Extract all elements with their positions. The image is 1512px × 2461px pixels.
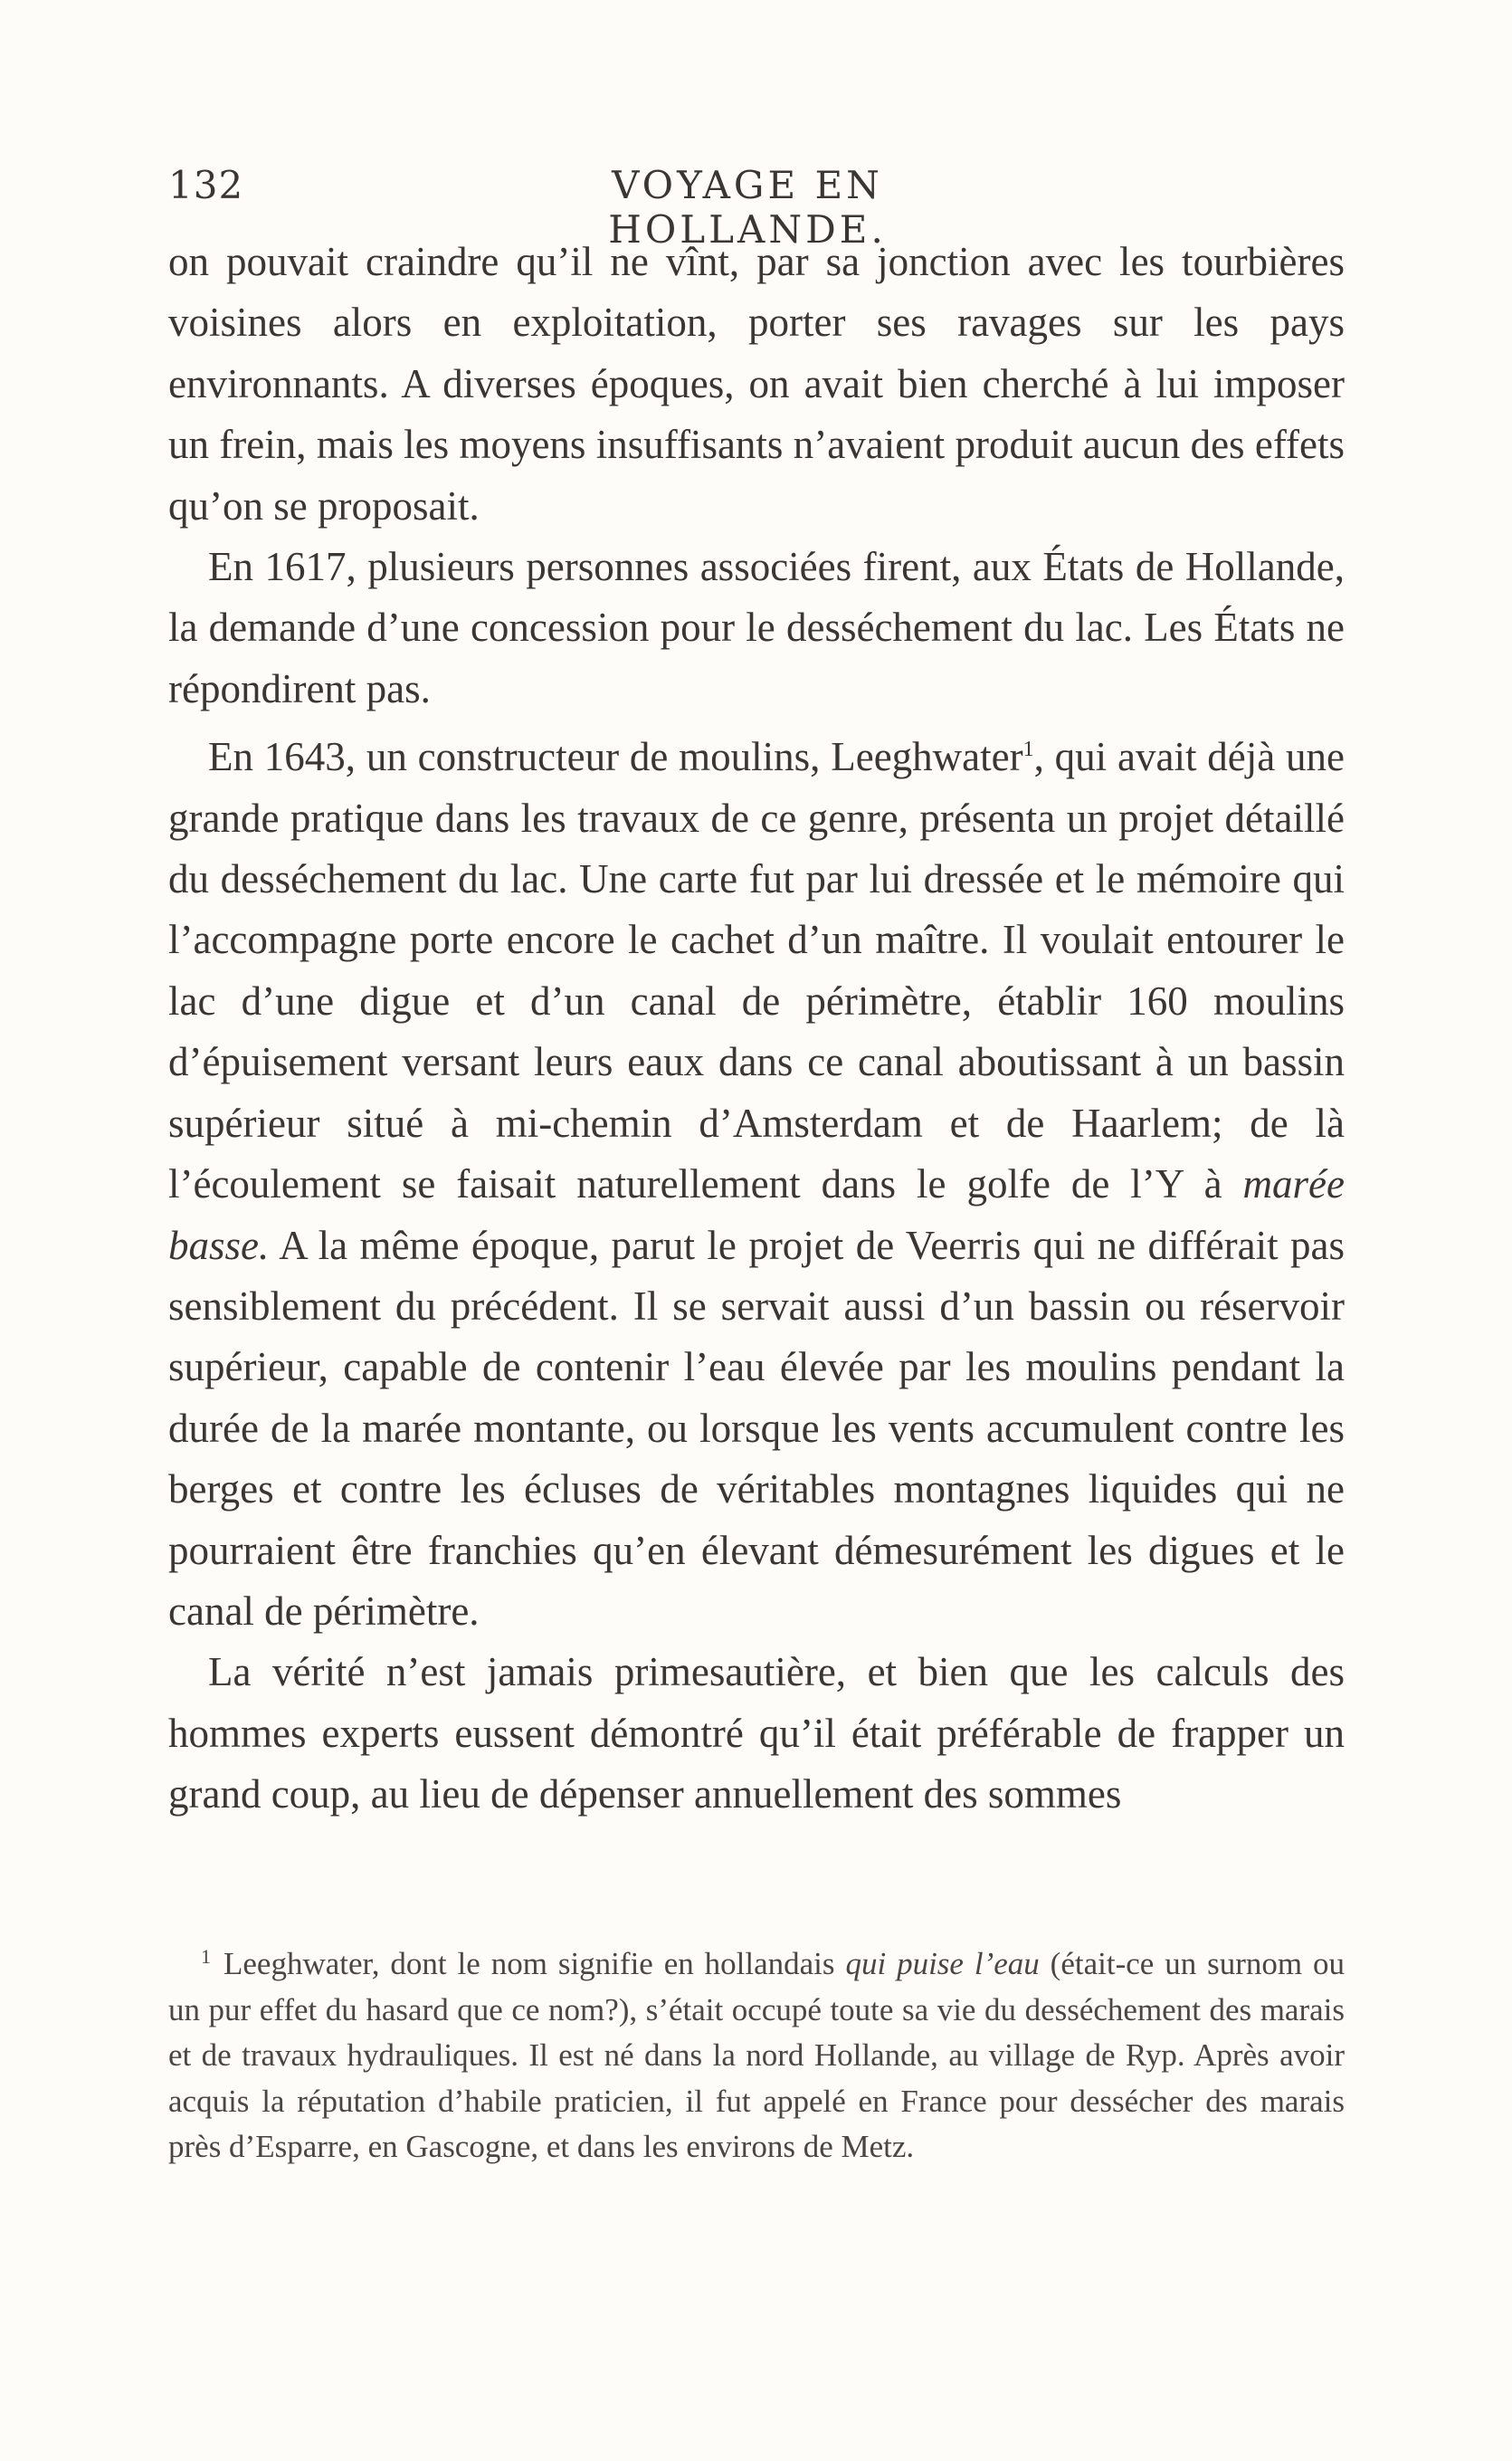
paragraph-3-text-c: A la même époque, parut le projet de Veerris qui ne différait pas sensiblement du précédent. Il se servait aussi d’un bassin ou réservoir supérieur, capable de contenir l’eau élevée par les moulins pendant la durée de la marée montante, ou lorsque les vents accumulent contre les berges et contre les écluses de véritables montagnes liquides qui ne pourraient être franchies qu’en élevant démesurément les digues et le canal de périmètre.	[168, 1222, 1345, 1634]
footnote-1	[168, 1934, 1345, 2170]
paragraph-1: on pouvait craindre qu’il ne vînt, par sa jonction avec les tourbières voisines alors en exploitation, porter ses ravages sur les pays environnants. A diverses époques, on avait bien cherché à lui imposer un frein, mais les moyens insuffisants n’avaient produit aucun des effets qu’on se proposait.	[168, 239, 1345, 529]
paragraph-2: En 1617, plusieurs personnes associées firent, aux États de Hollande, la demande d’une concession pour le desséchement du lac. Les États ne répondirent pas.	[168, 544, 1345, 711]
footnote-text-b: (était-ce un surnom ou un pur effet du hasard que ce nom?), s’était occupé toute sa vie du desséchement des marais et de travaux hydrauliques. Il est né dans la nord Hollande, au village de Ryp. Après avoir acquis la réputation d’habile praticien, il fut appelé en France pour dessécher des marais près d’Esparre, en Gascogne, et dans les environs de Metz.	[168, 1946, 1345, 2164]
footnote-mark: 1	[201, 1945, 211, 1968]
paragraph-3	[168, 720, 1345, 1642]
paragraph-3-text-a: En 1643, un constructeur de moulins, Leeghwater	[208, 734, 1023, 780]
body-text	[168, 232, 1345, 1826]
running-title: VOYAGE EN HOLLANDE.	[608, 163, 887, 252]
paragraph-3-italic: marée basse.	[168, 1161, 1345, 1268]
footnote-italic: qui puise l’eau	[845, 1946, 1040, 1981]
footnote-text-a: Leeghwater, dont le nom signifie en hollandais	[223, 1946, 846, 1981]
paragraph-4: La vérité n’est jamais primesautière, et bien que les calculs des hommes experts eussent démontré qu’il était préférable de frapper un grand coup, au lieu de dépenser annuellement des sommes	[168, 1649, 1345, 1817]
page-number: 132	[168, 163, 244, 207]
paragraph-3-text-b: , qui avait déjà une grande pratique dans les travaux de ce genre, présenta un projet détaillé du desséchement du lac. Une carte fut par lui dressée et le mémoire qui l’accompagne porte encore le cachet d’un maître. Il voulait entourer le lac d’une digue et d’un canal de périmètre, établir 160 moulins d’épuisement versant leurs eaux dans ce canal aboutissant à un bassin supérieur situé à mi-chemin d’Amsterdam et de Haarlem; de là l’écoulement se faisait naturellement dans le golfe de l’Y à	[168, 734, 1345, 1207]
footnote-reference: 1	[1022, 738, 1034, 762]
page-header	[168, 163, 1345, 252]
footnotes	[168, 1934, 1345, 2170]
